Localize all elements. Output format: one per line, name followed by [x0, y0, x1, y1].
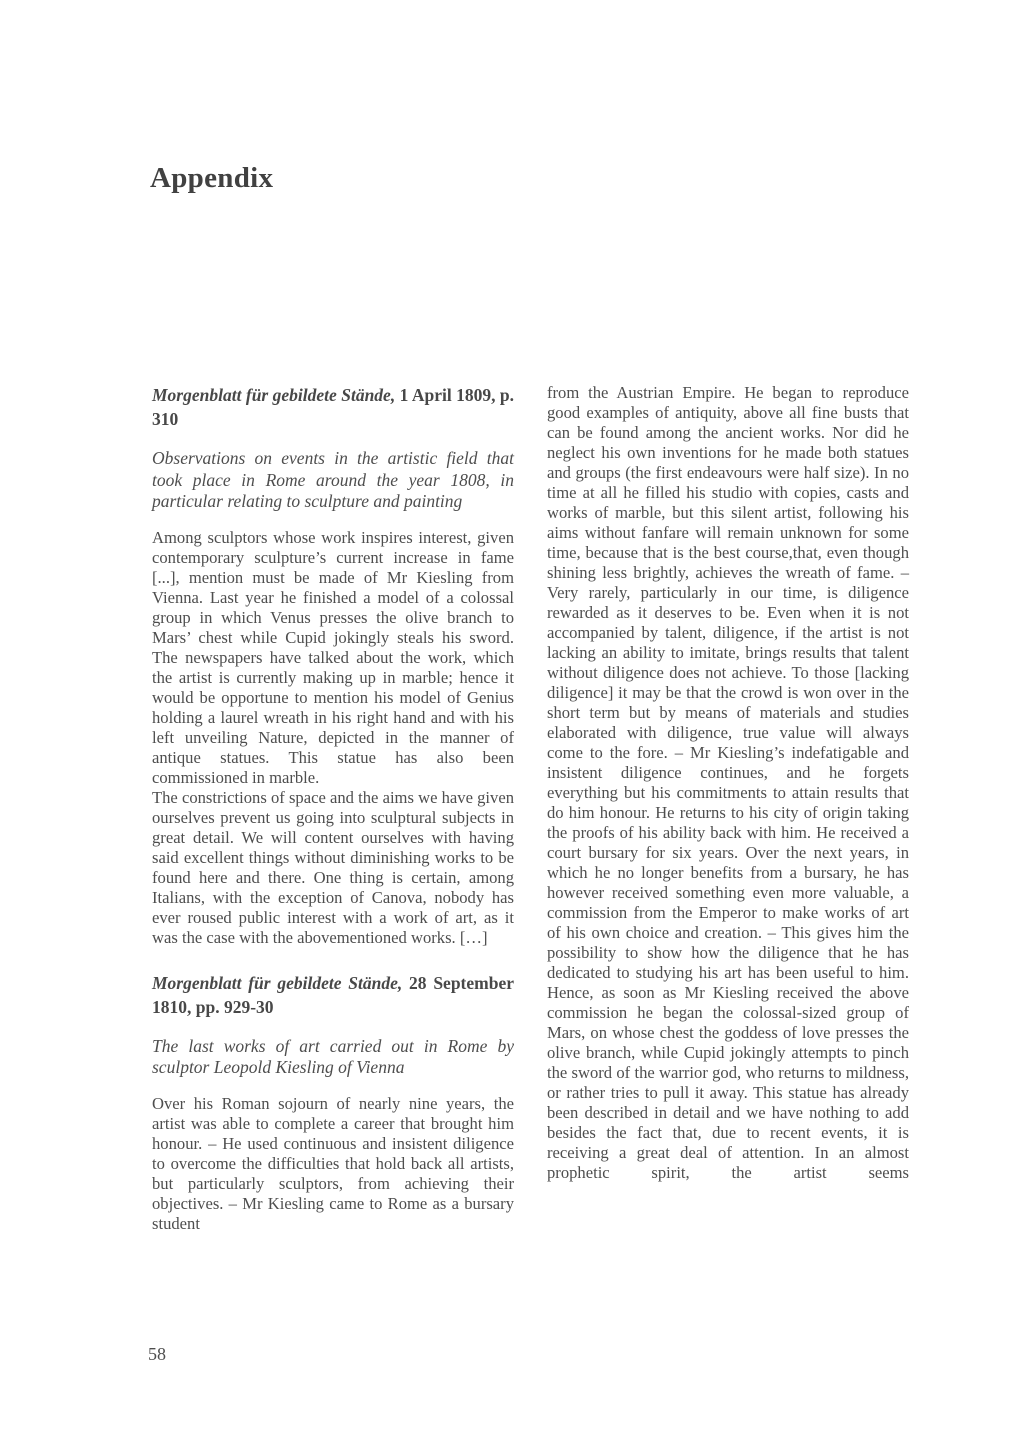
article-heading	[152, 383, 514, 431]
journal-name: Morgenblatt für gebildete Stände,	[152, 972, 403, 993]
article-paragraph: The constrictions of space and the aims we have given ourselves prevent us going into sculptural subjects in great detail. We will content ourselves with having said excellent things without diminishing works to be found here and there. One thing is certain, among Italians, with the exception of Canova, nobody has ever roused public interest with a work of art, as it was the case with the abovementioned works. […]	[152, 787, 514, 947]
article-heading-date: 1 April 1809, p. 310	[152, 385, 515, 429]
article-paragraph: from the Austrian Empire. He began to reproduce good examples of antiquity, above all fine busts that can be found among the ancient works. Nor did he neglect his own inventions for he made both statues and groups (the first endeavours were half size). In no time at all he filled his studio with copies, casts and works of marble, but this silent artist, following his aims without fanfare will remain unknown for some time, because that is the best course,that, even though shining less brightly, achieves the wreath of fame. – Very rarely, particularly in our time, is diligence rewarded as it deserves to be. Even when it is not accompanied by talent, diligence, if the artist is not lacking an ability to imitate, brings results that talent without diligence does not achieve. To those [lacking diligence] it may be that the crowd is won over in the short term but by means of materials and studies elaborated with diligence, true value will always come to the fore. – Mr Kiesling’s indefatigable and insistent diligence continues, and he forgets everything but his commitments to attain results that do him honour. He returns to his city of origin taking the proofs of his ability back with him. He received a court bursary for six years. Over the next years, in which he no longer benefits from a bursary, he has however received something even more valuable, a commission from the Emperor to make works of art of his own choice and creation. – This gives him the possibility to show how the diligence that he has dedicated to studying his art has been useful to him.	[547, 383, 909, 982]
right-column	[547, 383, 909, 1183]
article-subtitle: Observations on events in the artistic field that took place in Rome around the year 1808, in particular relating to sculpture and painting	[152, 448, 514, 511]
article-1809	[152, 383, 514, 948]
journal-name: Morgenblatt für gebildete Stände,	[152, 385, 396, 405]
article-heading	[152, 971, 514, 1019]
left-column	[152, 383, 514, 1234]
article-subtitle: The last works of art carried out in Rome by sculptor Leopold Kiesling of Vienna	[152, 1035, 514, 1077]
article-heading-date: 28 September 1810, pp. 929-30	[152, 972, 514, 1017]
page-title: Appendix	[150, 162, 274, 195]
article-1810	[152, 971, 514, 1234]
article-paragraph: Among sculptors whose work inspires interest, given contemporary sculpture’s current increase in fame [...], mention must be made of Mr Kiesling from Vienna. Last year he finished a model of a colossal group in which Venus presses the olive branch to Mars’ chest while Cupid jokingly steals his sword. The newspapers have talked about the work, which the artist is currently making up in marble; hence it would be opportune to mention his model of Genius holding a laurel wreath in his right hand and with his left unveiling Nature, depicted in the manner of antique statues. This statue has also been commissioned in marble.	[152, 527, 514, 787]
article-paragraph: Hence, as soon as Mr Kiesling received the above commission he began the colossal-sized group of Mars, on whose chest the goddess of love presses the olive branch, while Cupid jokingly attempts to pinch the sword of the warrior god, who returns to mildness, or rather tries to pull it away. This statue has already been described in detail and we have nothing to add besides the fact that, due to recent events, it is receiving a great deal of attention. In an almost prophetic spirit, the artist seems	[547, 983, 909, 1182]
article-paragraph: Over his Roman sojourn of nearly nine years, the artist was able to complete a career that brought him honour. – He used continuous and insistent diligence to overcome the difficulties that hold back all artists, but particularly sculptors, from achieving their objectives. – Mr Kiesling came to Rome as a bursary student	[152, 1093, 514, 1233]
page-number: 58	[148, 1344, 166, 1364]
